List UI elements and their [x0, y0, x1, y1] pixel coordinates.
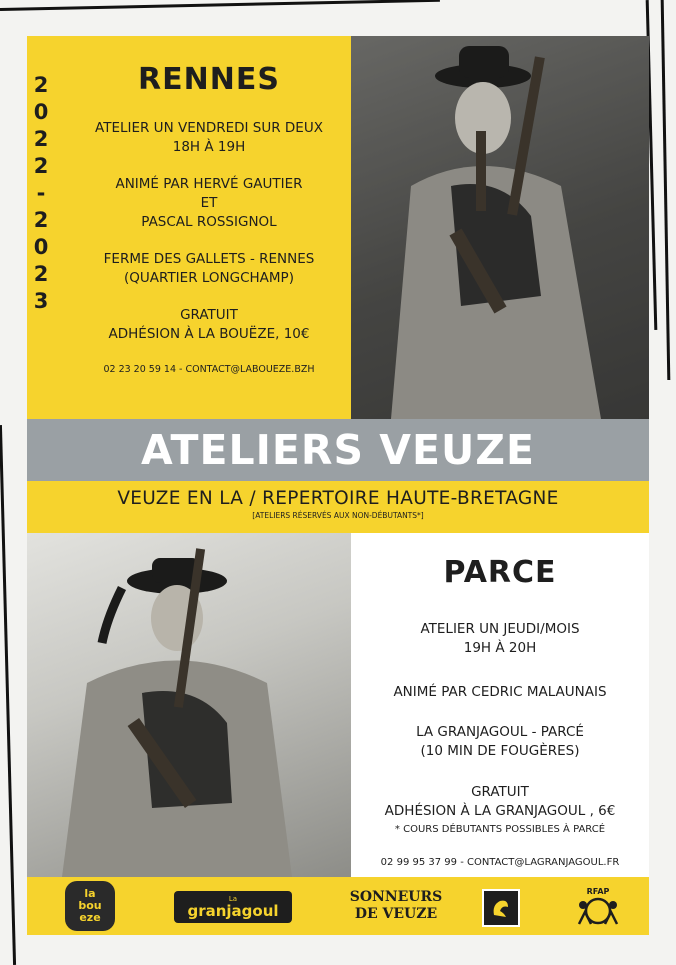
- subtitle-band: [27, 481, 649, 533]
- rennes-host-1: ANIMÉ PAR HERVÉ GAUTIER: [115, 176, 303, 192]
- year-char: 2: [33, 262, 49, 286]
- frame-left-line: [0, 425, 16, 965]
- parce-schedule-2: 19H À 20H: [463, 640, 537, 656]
- year-char: 2: [33, 73, 49, 97]
- banner-title: ATELIERS VEUZE: [140, 426, 536, 474]
- title-banner: [27, 419, 649, 481]
- year-char: 2: [33, 208, 49, 232]
- logo-boueze-text: bou: [78, 899, 102, 912]
- rennes-contact: 02 23 20 59 14 - CONTACT@LABOUEZE.BZH: [103, 364, 315, 375]
- year-char: -: [36, 181, 46, 205]
- year-char: 0: [33, 235, 49, 259]
- footer-logos: [27, 877, 649, 935]
- parce-panel: [351, 533, 649, 877]
- logo-granjagoul-text: granjagoul: [187, 901, 279, 920]
- logo-sonneurs-de-veuze: [345, 885, 447, 927]
- year-char: 3: [33, 289, 49, 313]
- banner-note: [ATELIERS RÉSERVÉS AUX NON-DÉBUTANTS*]: [252, 511, 424, 520]
- piper-photo-bottom: [27, 533, 351, 877]
- parce-title: PARCE: [443, 555, 557, 590]
- parce-venue-2: (10 MIN DE FOUGÈRES): [420, 743, 580, 759]
- logo-la-boueze: [65, 881, 115, 931]
- rennes-price-1: GRATUIT: [180, 307, 238, 323]
- logo-granjagoul: [174, 891, 292, 923]
- logo-granjagoul-small: La: [228, 894, 238, 903]
- logo-sonneurs-line-2: DE VEUZE: [354, 906, 438, 922]
- logo-rfap-text: RFAP: [586, 886, 610, 896]
- logo-rfap: [570, 883, 626, 929]
- piper-illustration-bottom: [27, 533, 351, 877]
- parce-price-2: ADHÉSION À LA GRANJAGOUL , 6€: [384, 803, 616, 819]
- parce-venue-1: LA GRANJAGOUL - PARCÉ: [416, 724, 584, 740]
- frame-top-line: [0, 0, 440, 11]
- parce-price-1: GRATUIT: [471, 784, 529, 800]
- year-char: 2: [33, 127, 49, 151]
- rennes-panel: [27, 36, 351, 419]
- rennes-host-2: ET: [200, 195, 218, 211]
- rennes-venue-1: FERME DES GALLETS - RENNES: [103, 251, 315, 267]
- rennes-host-3: PASCAL ROSSIGNOL: [141, 214, 277, 230]
- logo-sonneurs-line-1: SONNEURS: [349, 889, 443, 905]
- squirrel-icon: [488, 895, 514, 921]
- rennes-venue-2: (QUARTIER LONGCHAMP): [124, 270, 294, 286]
- piper-photo-top: [351, 36, 649, 419]
- parce-schedule-1: ATELIER UN JEUDI/MOIS: [420, 621, 580, 637]
- rennes-price-2: ADHÉSION À LA BOUËZE, 10€: [108, 326, 310, 342]
- frame-right-line-2: [661, 0, 671, 380]
- squirrel-logo-icon: [482, 889, 520, 927]
- rennes-text: [67, 62, 351, 375]
- rennes-schedule-1: ATELIER UN VENDREDI SUR DEUX: [95, 120, 323, 136]
- logo-boueze-text: eze: [79, 911, 101, 924]
- rfap-dancers-icon: [573, 896, 623, 926]
- rennes-schedule-2: 18H À 19H: [172, 139, 246, 155]
- parce-footnote: * COURS DÉBUTANTS POSSIBLES À PARCÉ: [394, 824, 606, 835]
- parce-contact: 02 99 95 37 99 - CONTACT@LAGRANJAGOUL.FR: [380, 857, 620, 868]
- banner-subtitle: VEUZE EN LA / REPERTOIRE HAUTE-BRETAGNE: [117, 488, 559, 509]
- rennes-title: RENNES: [138, 62, 280, 97]
- parce-host: ANIMÉ PAR CEDRIC MALAUNAIS: [393, 684, 607, 700]
- logo-boueze-text: la: [84, 887, 96, 900]
- year-char: 2: [33, 154, 49, 178]
- piper-illustration-top: [351, 36, 649, 419]
- year-char: 0: [33, 100, 49, 124]
- year-vertical: [30, 72, 52, 315]
